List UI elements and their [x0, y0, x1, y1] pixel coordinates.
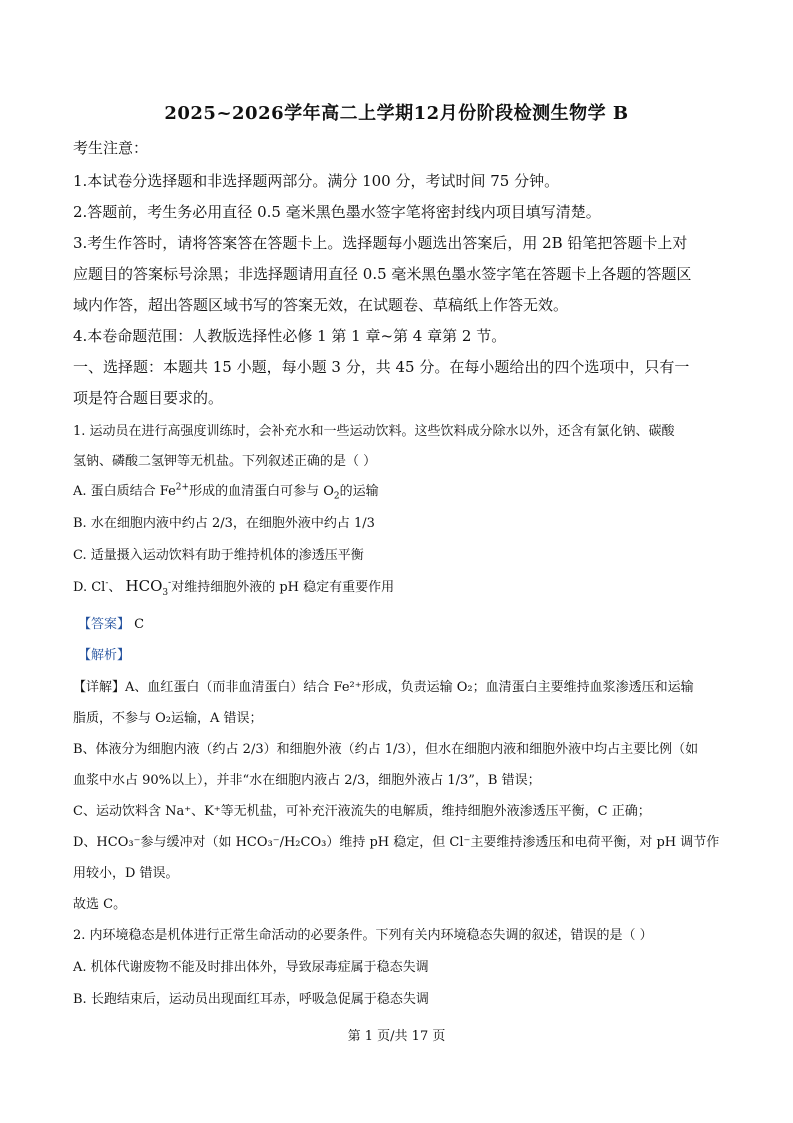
detail-line: 用较小，D 错误。: [73, 866, 179, 881]
option-a: [73, 480, 379, 502]
analysis-tag: 【解析】: [78, 648, 131, 663]
option-text: A. 蛋白质结合 Fe: [73, 484, 176, 499]
option-text: 对维持细胞外液的 pH 稳定有重要作用: [171, 580, 395, 595]
answer-line: [78, 613, 144, 632]
option-b: B. 水在细胞内液中约占 2/3，在细胞外液中约占 1/3: [73, 516, 375, 531]
option-b: B. 长跑结束后，运动员出现面红耳赤，呼吸急促属于稳态失调: [73, 992, 429, 1007]
superscript: 2+: [175, 482, 190, 493]
exam-title: 2025~2026学年高二上学期12月份阶段检测生物学 B: [164, 103, 629, 124]
subscript: 2: [333, 491, 340, 502]
notice-line: 域内作答，超出答题区域书写的答案无效，在试题卷、草稿纸上作答无效。: [73, 296, 569, 314]
detail-line: 【详解】A、血红蛋白（而非血清蛋白）结合 Fe²⁺形成，负责运输 O₂；血清蛋白主要维持血浆渗透压和运输: [73, 680, 694, 695]
superscript: -: [105, 578, 109, 589]
option-text: 形成的血清蛋白可参与 O: [189, 484, 334, 499]
answer-value: C: [134, 617, 145, 632]
notice-line: 4.本卷命题范围：人教版选择性必修 1 第 1 章~第 4 章第 2 节。: [73, 327, 507, 345]
notice-line: 2.答题前，考生务必用直径 0.5 毫米黑色墨水签字笔将密封线内项目填写清楚。: [73, 203, 601, 221]
detail-line: D、HCO₃⁻参与缓冲对（如 HCO₃⁻/H₂CO₃）维持 pH 稳定，但 Cl⁻主要维持渗透压和电荷平衡，对 pH 调节作: [73, 835, 720, 850]
option-a: A. 机体代谢废物不能及时排出体外，导致尿毒症属于稳态失调: [73, 960, 429, 975]
option-c: C. 适量摄入运动饮料有助于维持机体的渗透压平衡: [73, 548, 364, 563]
detail-line: 血浆中水占 90%以上），并非“水在细胞内液占 2/3，细胞外液占 1/3”，B 错误；: [73, 773, 541, 788]
notice-line: 应题目的答案标号涂黑；非选择题请用直径 0.5 毫米黑色墨水签字笔在答题卡上各题的答题区: [73, 265, 692, 283]
section-heading: 项是符合题目要求的。: [73, 389, 224, 407]
option-text: 、: [108, 580, 122, 595]
notice-line: 3.考生作答时，请将答案答在答题卡上。选择题每小题选出答案后，用 2B 铅笔把答题卡上对: [73, 234, 688, 252]
question-stem: 2. 内环境稳态是机体进行正常生命活动的必要条件。下列有关内环境稳态失调的叙述，错误的是（ ）: [73, 928, 653, 943]
page-footer: 第 1 页/共 17 页: [347, 1029, 446, 1044]
option-d: [73, 576, 394, 598]
option-text: 的运输: [339, 484, 379, 499]
detail-line: 故选 C。: [73, 897, 127, 912]
answer-tag: 【答案】: [78, 617, 131, 632]
notice-heading: 考生注意：: [73, 139, 149, 157]
question-stem: 1. 运动员在进行高强度训练时，会补充水和一些运动饮料。这些饮料成分除水以外，还含有氯化钠、碳酸: [73, 424, 675, 439]
question-stem: 氢钠、磷酸二氢钾等无机盐。下列叙述正确的是（ ）: [73, 454, 377, 469]
option-text: D. Cl: [73, 580, 106, 595]
detail-line: B、体液分为细胞内液（约占 2/3）和细胞外液（约占 1/3），但水在细胞内液和细胞外液中均占主要比例（如: [73, 742, 699, 757]
section-heading: 一、选择题：本题共 15 小题，每小题 3 分，共 45 分。在每小题给出的四个选项中，只有一: [73, 358, 690, 376]
bicarbonate-formula: $HCO_3^-$: [125, 577, 172, 598]
detail-line: C、运动饮料含 Na⁺、K⁺等无机盐，可补充汗液流失的电解质，维持细胞外液渗透压平衡，C 正确；: [73, 804, 651, 819]
detail-line: 脂质，不参与 O₂运输，A 错误；: [73, 711, 263, 726]
notice-line: 1.本试卷分选择题和非选择题两部分。满分 100 分，考试时间 75 分钟。: [73, 172, 560, 190]
